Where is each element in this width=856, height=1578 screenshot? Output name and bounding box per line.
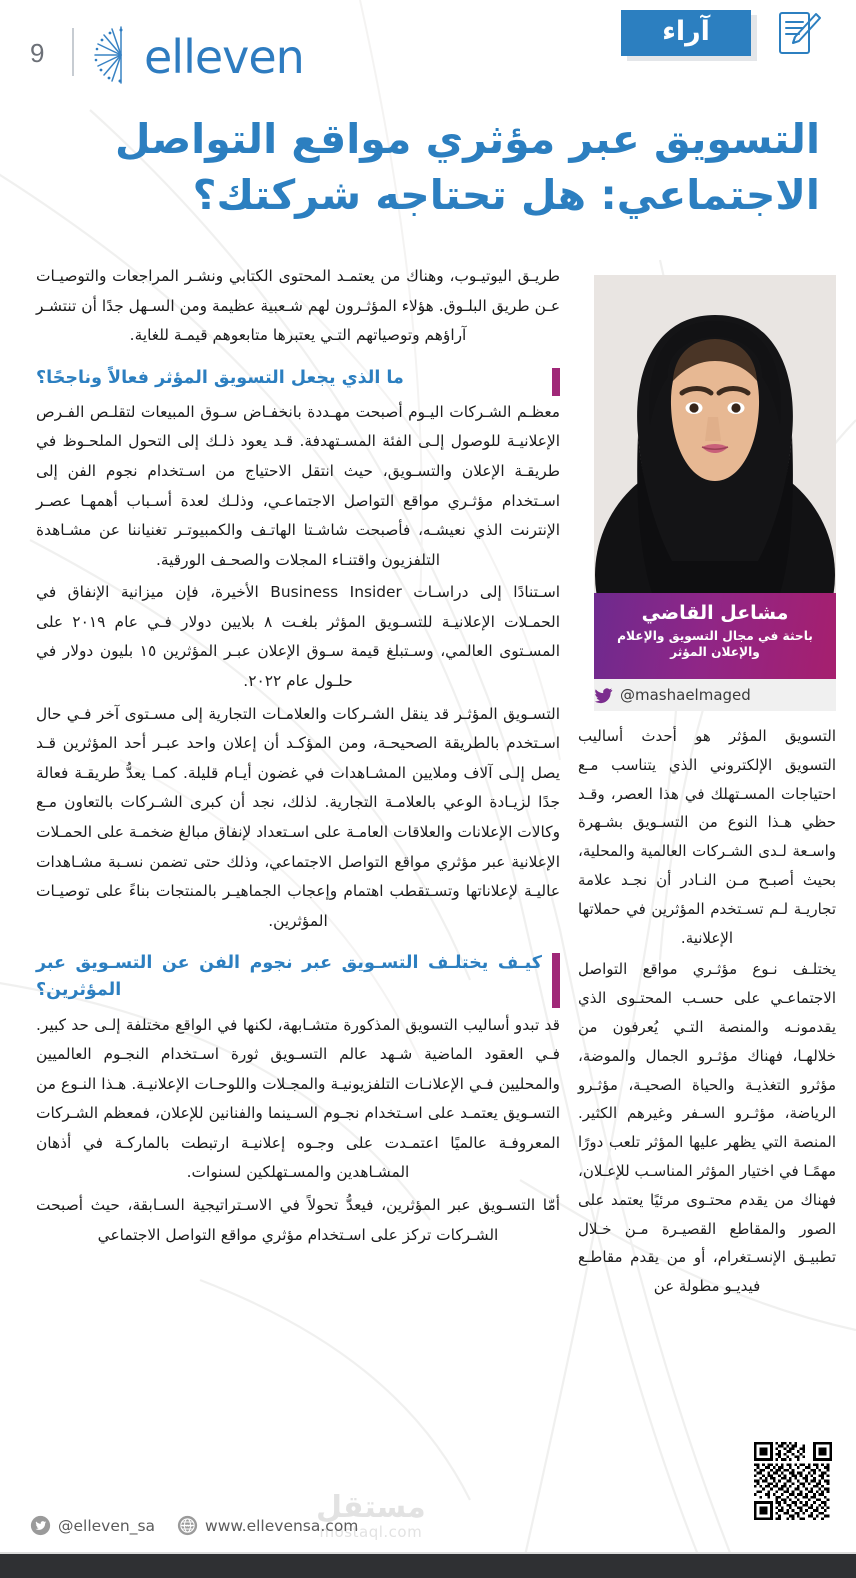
side-paragraph-2: يختلـف نـوع مؤثـري مواقع التواصل الاجتماعـي على حسـب المحتـوى الذي يقدمونـه والمنصة التـي يُعرفون من خلالهـا، فهناك مؤثـرو الجمال والموضة، مؤثرو التغذيـة والحياة الصحيـة، مؤثـرو الرياضة، مؤثـرو السـفر وغيرهم الكثير. المنصة التي يظهر عليها المؤثر تلعب دورًا مهمًـا في اختيار المؤثر المناسـب للإعـلان، فهناك من يقدم محتـوى مرئيًا يعتمد على الصور والمقاطع القصيـرة مـن خـلال تطبيـق الإنسـتغرام، أو من يقدم مقاطـع فيديـو مطولة عن — [578, 960, 836, 1296]
page-header — [0, 0, 856, 110]
watermark-arabic: مستقل — [316, 1489, 426, 1525]
section-heading-1-text: ما الذي يجعل التسويق المؤثر فعالاً وناجحًا؟ — [36, 367, 404, 388]
author-role: باحثة في مجال التسويق والإعلام والإعلان المؤثر — [617, 628, 813, 659]
intro-paragraph: طريـق اليوتيـوب، وهناك من يعتمـد المحتوى الكتابي ونشـر المراجعات والتوصيـات عـن طريق البلـوق. هؤلاء المؤثـرون لهم شـعبية عظيمة ومن السـهل جدًا أن تنتشـر آراؤهم وتوصياتهم التـي يعتبرها متابعوهم قيمـة للغاية. — [36, 267, 560, 345]
footer-links — [30, 1515, 358, 1536]
author-portrait-image — [594, 275, 836, 593]
author-portrait — [594, 275, 836, 593]
footer-website-url: www.ellevensa.com — [205, 1516, 359, 1535]
section2-paragraph-1: قد تبدو أساليب التسويق المذكورة متشـابهة، لكنها في الواقع مختلفة إلـى حد كبير. فـي العقود الماضية شـهد عالم التسـويق ثورة اسـتخدام النجـوم العالميين والمحليين فـي الإعلانـات التلفزيونيـة والمجـلات واللوحـات الإعلانيـة. هـذا النـوع من التسـويق يعتمـد على اسـتخدام نجـوم السـينما والفنانين للإعلان، فمعظم الشـركات المعروفـة عالميًا اعتمـدت على وجـوه إعلانيـة ارتبطت بالماركـة في أذهان المشـاهدين والمسـتهلكين لسنوات. — [36, 1015, 560, 1182]
opinion-badge — [621, 10, 751, 56]
page-number: 9 — [30, 38, 45, 68]
brand-name: elleven — [144, 30, 304, 84]
twitter-bird-icon — [594, 686, 613, 705]
section-heading-2 — [36, 950, 560, 1004]
author-card — [594, 593, 836, 679]
section-heading-2-text: كيـف يختلـف التسـويق عبر نجوم الفن عن التسـويق عبر المؤثرين؟ — [36, 953, 542, 1001]
section1-paragraph-3: التسـويق المؤثـر قد ينقل الشـركات والعلامـات التجارية إلى مسـتوى آخر فـي حال اسـتخدم بالطريقة الصحيحـة، ومن المؤكـد أن إعلان واحد عبـر أحد المؤثرين قـد يصل إلـى آلاف وملايين المشـاهدات في غضون أيـام قليلة. كمـا يعدُّ طريقـة فعالة جدًا لزيـادة الوعي بالعلامـة التجارية. لذلك، نجد أن كبرى الشـركات بالتعاون مـع وكالات الإعلانات والعلاقات العامـة على اسـتعداد لإنفاق مبالغ ضخمـة على الحمـلات الإعلانية عبر مؤثري مواقع التواصل الاجتماعي، وذلك حتى تضمن نسـبة مشـاهدات عاليـة لإعلاناتها وتسـتقطب اهتمام وإعجاب الجماهيـر بالمنتجات بناءً على توصيـات المؤثرين. — [36, 704, 560, 930]
section1-paragraph-1: معظـم الشـركات اليـوم أصبحت مهـددة بانخفـاض سـوق المبيعات لتقلـص الفـرص الإعلانيـة للوصول إلـى الفئة المسـتهدفة. قـد يعود ذلـك إلى التحول الملحـوظ في طريقـة الإعلان والتسـويق، حيث انتقل الاحتياج من اسـتخدام نجوم الفن إلى اسـتخدام مؤثـري مواقع التواصل الاجتماعـي، وذلـك لعدة أسـباب أهمهـا عصـر الإنترنت الذي نعيشـه، فأصبحت شاشـتا الهاتـف والكمبيوتـر تغنياننا عن مشـاهدة التلفزيون واقتنـاء المجلات والصحـف الورقية. — [36, 402, 560, 569]
side-paragraph-1: التسويق المؤثر هو أحدث أساليب التسويق الإلكتروني الذي يتناسب مـع احتياجات المسـتهلك في هذا العصر، وقـد حظي هـذا النوع من التسـويق بشـهرة واسـعة لـدى الشـركات العالمية والمحلية، بحيث أصبـح مـن النـادر أن نجـد علامة تجاريـة لـم تسـتخدم المؤثرين في حملاتها الإعلانية. — [578, 727, 836, 947]
author-twitter-handle[interactable] — [594, 679, 836, 711]
author-name: مشاعل القاضي — [641, 602, 789, 624]
article-title: التسويق عبر مؤثري مواقع التواصل الاجتماعي: هل تحتاجه شركتك؟ — [114, 115, 820, 219]
section1-paragraph-2: اسـتنادًا إلى دراسـات Business Insider الأخيرة، فإن ميزانية الإنفاق في الحمـلات الإعلانيـة للتسـويق المؤثر بلغـت ٨ بلايين دولار فـي عام ٢٠١٩ على المسـتوى العالمي، وسـتبلغ قيمة سـوق الإعلان عبـر المؤثرين ١٥ بليون دولار في حلـول عام ٢٠٢٢. — [36, 583, 561, 691]
svg-text:www: www — [182, 1523, 193, 1529]
footer-twitter[interactable] — [30, 1515, 155, 1536]
brand-logo — [90, 24, 320, 86]
main-column — [36, 262, 560, 1253]
section-heading-1 — [36, 365, 560, 392]
side-column — [578, 722, 836, 1304]
footer-website[interactable] — [177, 1515, 358, 1536]
footer-twitter-handle: @elleven_sa — [58, 1516, 156, 1535]
section2-paragraph-2: أمّا التسـويق عبر المؤثرين، فيعدُّ تحولاً في الاسـتراتيجية السـابقة، حيث أصبحت الشـركات تركز على اسـتخدام مؤثري مواقع التواصل الاجتماعي — [36, 1195, 560, 1244]
heading-accent-bar — [552, 368, 560, 396]
heading-accent-bar — [552, 953, 560, 1007]
globe-icon — [177, 1515, 198, 1536]
qr-code-icon — [754, 1442, 832, 1520]
twitter-circle-icon — [30, 1515, 51, 1536]
burst-logo-icon — [90, 24, 152, 86]
watermark-latin: mostaql.com — [319, 1522, 423, 1541]
footer-bar — [0, 1554, 856, 1578]
header-divider — [72, 28, 74, 76]
pencil-document-icon — [772, 8, 824, 60]
opinion-badge-label: آراء — [662, 15, 710, 47]
author-handle-text: @mashaelmaged — [620, 686, 751, 704]
